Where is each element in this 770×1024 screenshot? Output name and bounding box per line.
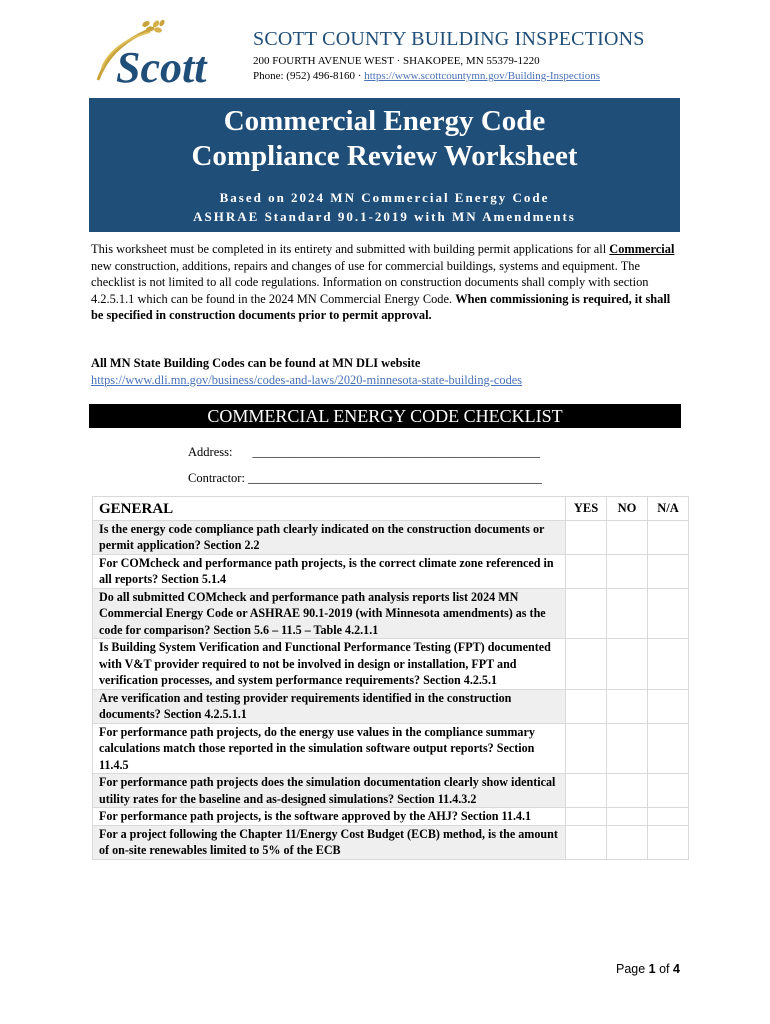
dli-reference xyxy=(91,355,681,388)
answer-cell-no[interactable] xyxy=(607,520,648,554)
answer-cell-no[interactable] xyxy=(607,808,648,826)
checklist-question: Do all submitted COMcheck and performance path analysis reports list 2024 MN Commercial Energy Code or ASHRAE 90.1-2019 (with Minnesota amendments) as the code for comparison? Section 5.6 – 11.5 – Table 4.2.1.1 xyxy=(93,588,566,639)
answer-cell-na[interactable] xyxy=(648,689,689,723)
address-blank[interactable]: ______________________________________________ xyxy=(252,445,540,459)
intro-text-b: new construction, additions, repairs and changes of use for commercial buildings, systems and equipment. The checklist is not limited to all code regulations. Information on construction documents shall comply with section 4.2.5.1.1 which can be found in the 2024 MN Commercial Energy Code. xyxy=(91,258,649,306)
col-no: NO xyxy=(607,497,648,521)
checklist-row xyxy=(93,554,689,588)
page-current: 1 xyxy=(648,962,656,976)
document-subtitle xyxy=(89,188,680,226)
checklist-question: For performance path projects, is the software approved by the AHJ? Section 11.4.1 xyxy=(93,808,566,826)
answer-cell-na[interactable] xyxy=(648,808,689,826)
dli-label: All MN State Building Codes can be found at MN DLI website xyxy=(91,356,421,370)
subtitle-line-1: Based on 2024 MN Commercial Energy Code xyxy=(219,190,550,205)
answer-cell-yes[interactable] xyxy=(566,639,607,690)
logo-wordmark: Scott xyxy=(116,43,207,86)
answer-cell-na[interactable] xyxy=(648,825,689,859)
org-phone-line xyxy=(253,70,600,82)
org-address: 200 FOURTH AVENUE WEST · SHAKOPEE, MN 55379-1220 xyxy=(253,55,540,67)
checklist-question: Is Building System Verification and Functional Performance Testing (FPT) documented with V&T provider required to not be involved in design or installation, FPT and verification processes, and system performance requirements? Section 4.2.5.1 xyxy=(93,639,566,690)
scott-county-logo xyxy=(92,18,234,86)
checklist-heading: COMMERCIAL ENERGY CODE CHECKLIST xyxy=(89,404,681,428)
answer-cell-no[interactable] xyxy=(607,774,648,808)
checklist-row xyxy=(93,825,689,859)
phone-text: Phone: (952) 496-8160 · xyxy=(253,70,365,82)
answer-cell-yes[interactable] xyxy=(566,774,607,808)
col-yes: YES xyxy=(566,497,607,521)
answer-cell-no[interactable] xyxy=(607,588,648,639)
checklist-question: Are verification and testing provider requirements identified in the construction documents? Section 4.2.5.1.1 xyxy=(93,689,566,723)
section-general: GENERAL xyxy=(93,497,566,521)
answer-cell-yes[interactable] xyxy=(566,554,607,588)
contractor-blank[interactable]: _______________________________________________ xyxy=(248,471,542,485)
checklist-row xyxy=(93,774,689,808)
answer-cell-yes[interactable] xyxy=(566,588,607,639)
checklist-question: For performance path projects does the simulation documentation clearly show identical utility rates for the baseline and as-designed simulations? Section 11.4.3.2 xyxy=(93,774,566,808)
answer-cell-no[interactable] xyxy=(607,554,648,588)
answer-cell-yes[interactable] xyxy=(566,520,607,554)
checklist-row xyxy=(93,808,689,826)
dli-link[interactable]: https://www.dli.mn.gov/business/codes-and-laws/2020-minnesota-state-building-codes xyxy=(91,372,523,387)
address-field xyxy=(188,445,540,460)
contractor-field xyxy=(188,471,542,486)
answer-cell-na[interactable] xyxy=(648,588,689,639)
checklist-question: Is the energy code compliance path clearly indicated on the construction documents or permit application? Section 2.2 xyxy=(93,520,566,554)
page-number xyxy=(616,962,680,976)
answer-cell-na[interactable] xyxy=(648,774,689,808)
checklist-row xyxy=(93,639,689,690)
answer-cell-yes[interactable] xyxy=(566,825,607,859)
of-word: of xyxy=(655,962,673,976)
intro-underlined-word: Commercial xyxy=(609,242,675,256)
answer-cell-yes[interactable] xyxy=(566,723,607,774)
org-name: SCOTT COUNTY BUILDING INSPECTIONS xyxy=(253,28,645,50)
checklist-question: For a project following the Chapter 11/Energy Cost Budget (ECB) method, is the amount of on-site renewables limited to 5% of the ECB xyxy=(93,825,566,859)
document-title xyxy=(89,104,680,174)
intro-bold-note: When commissioning is required, it shall be specified in construction documents prior to permit approval. xyxy=(91,291,671,322)
intro-text-a: This worksheet must be completed in its entirety and submitted with building permit applications for all xyxy=(91,242,610,256)
answer-cell-no[interactable] xyxy=(607,689,648,723)
answer-cell-na[interactable] xyxy=(648,723,689,774)
address-label: Address: xyxy=(188,445,233,459)
answer-cell-yes[interactable] xyxy=(566,689,607,723)
answer-cell-na[interactable] xyxy=(648,520,689,554)
contractor-label: Contractor: xyxy=(188,471,249,485)
checklist-row xyxy=(93,723,689,774)
title-line-1: Commercial Energy Code xyxy=(223,105,546,137)
checklist-row xyxy=(93,520,689,554)
intro-paragraph xyxy=(91,241,679,324)
table-header-row xyxy=(93,497,689,521)
website-link[interactable]: https://www.scottcountymn.gov/Building-Inspections xyxy=(364,70,600,82)
answer-cell-yes[interactable] xyxy=(566,808,607,826)
title-banner xyxy=(89,98,680,232)
checklist-row xyxy=(93,588,689,639)
checklist-row xyxy=(93,689,689,723)
checklist-question: For COMcheck and performance path projects, is the correct climate zone referenced in all reports? Section 5.1.4 xyxy=(93,554,566,588)
subtitle-line-2: ASHRAE Standard 90.1-2019 with MN Amendments xyxy=(193,209,576,224)
answer-cell-no[interactable] xyxy=(607,639,648,690)
page-total: 4 xyxy=(673,962,680,976)
title-line-2: Compliance Review Worksheet xyxy=(191,140,578,172)
answer-cell-na[interactable] xyxy=(648,554,689,588)
col-na: N/A xyxy=(648,497,689,521)
checklist-table xyxy=(92,496,689,860)
answer-cell-no[interactable] xyxy=(607,723,648,774)
page-word: Page xyxy=(616,962,649,976)
answer-cell-no[interactable] xyxy=(607,825,648,859)
checklist-question: For performance path projects, do the energy use values in the compliance summary calculations match those reported in the simulation software output reports? Section 11.4.5 xyxy=(93,723,566,774)
answer-cell-na[interactable] xyxy=(648,639,689,690)
